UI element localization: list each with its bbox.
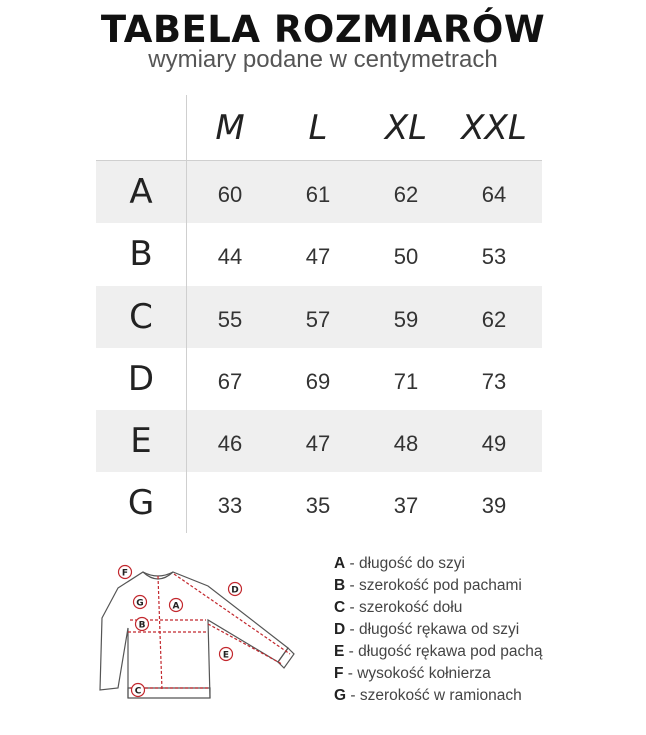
table-cell: 48: [393, 431, 419, 456]
marker-label-e: E: [222, 650, 230, 661]
marker-label-f: F: [121, 568, 129, 579]
measurement-legend: [334, 553, 543, 707]
table-cell: 69: [305, 369, 331, 394]
legend-item-d: D - długość rękawa od szyi: [334, 621, 520, 638]
table-cell: 33: [217, 493, 243, 518]
table-cell: 62: [481, 307, 507, 332]
table-cell: 55: [217, 307, 243, 332]
marker-label-a: A: [172, 601, 180, 612]
table-cell: 39: [481, 493, 507, 518]
marker-label-c: C: [134, 686, 142, 697]
column-header-l: L: [308, 108, 328, 148]
legend-item-e: E - długość rękawa pod pachą: [334, 643, 543, 660]
legend-item-c: C - szerokość dołu: [334, 599, 463, 616]
table-cell: 61: [305, 182, 331, 207]
row-label-e: E: [130, 421, 152, 461]
page-subtitle: wymiary podane w centymetrach: [148, 46, 498, 73]
page-title: TABELA ROZMIARÓW: [100, 8, 546, 51]
table-cell: 53: [481, 244, 507, 269]
header-divider: [96, 160, 542, 161]
marker-label-b: B: [138, 620, 146, 631]
sweater-measurement-diagram: [88, 558, 328, 718]
row-label-d: D: [127, 359, 155, 399]
table-cell: 49: [481, 431, 507, 456]
table-cell: 47: [305, 431, 331, 456]
table-cell: 60: [217, 182, 243, 207]
column-header-m: M: [215, 108, 245, 148]
column-header-xl: XL: [384, 108, 428, 148]
row-label-b: B: [129, 234, 153, 274]
table-cell: 67: [217, 369, 243, 394]
table-cell: 71: [393, 369, 419, 394]
table-cell: 57: [305, 307, 331, 332]
table-cell: 37: [393, 493, 419, 518]
legend-item-g: G - szerokość w ramionach: [334, 687, 522, 704]
table-cell: 35: [305, 493, 331, 518]
table-cell: 62: [393, 182, 419, 207]
legend-item-b: B - szerokość pod pachami: [334, 577, 522, 594]
column-header-xxl: XXL: [461, 108, 527, 148]
table-cell: 59: [393, 307, 419, 332]
table-cell: 64: [481, 182, 507, 207]
table-cell: 47: [305, 244, 331, 269]
legend-item-f: F - wysokość kołnierza: [334, 665, 491, 682]
table-cell: 46: [217, 431, 243, 456]
row-label-c: C: [129, 297, 153, 337]
marker-label-d: D: [231, 585, 239, 596]
marker-label-g: G: [136, 598, 144, 609]
table-cell: 44: [217, 244, 243, 269]
table-cell: 50: [393, 244, 419, 269]
row-label-a: A: [129, 172, 153, 212]
legend-item-a: A - długość do szyi: [334, 555, 465, 572]
table-cell: 73: [481, 369, 507, 394]
row-label-g: G: [127, 483, 155, 523]
